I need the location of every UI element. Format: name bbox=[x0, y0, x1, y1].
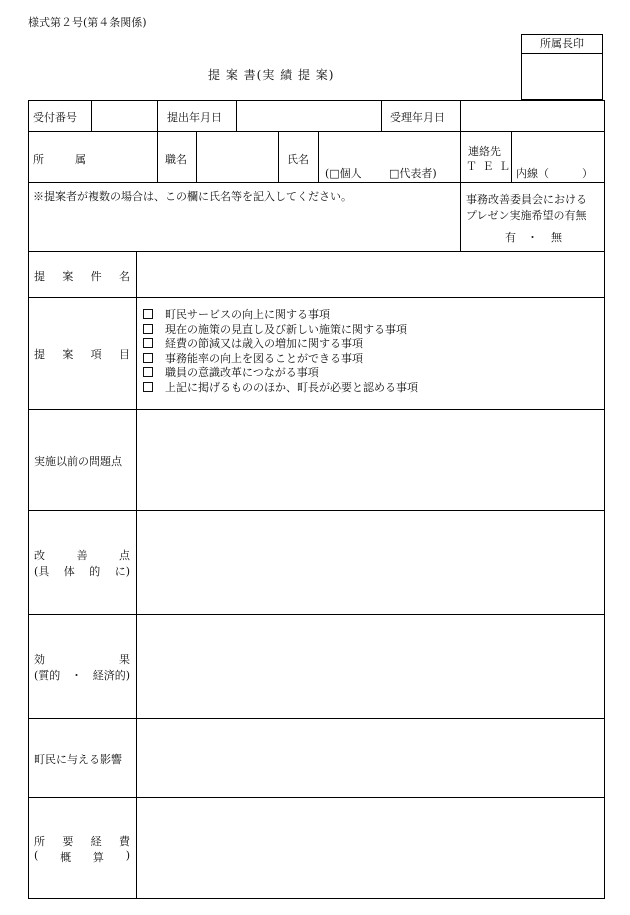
improvement-label-line2: (具 体 的 に) bbox=[34, 565, 130, 578]
presentation-yes-option[interactable]: 有 bbox=[505, 231, 516, 244]
extension-field[interactable]: 内線（ ） bbox=[516, 167, 593, 180]
proposal-name-field[interactable] bbox=[137, 252, 603, 296]
impact-field[interactable] bbox=[137, 719, 603, 796]
cost-label-line1: 所 要 経 費 bbox=[34, 835, 130, 848]
presentation-label-line2: プレゼン実施希望の有無 bbox=[466, 209, 587, 222]
proposal-items-list bbox=[143, 308, 418, 396]
individual-checkbox[interactable]: (□個人 bbox=[325, 167, 362, 180]
form-title bbox=[208, 66, 334, 83]
proposal-item[interactable]: 職員の意識改革につながる事項 bbox=[143, 366, 418, 381]
multiple-proposers-note: ※提案者が複数の場合は、この欄に氏名等を記入してください。 bbox=[33, 190, 352, 203]
title-paren: (実 績 提 案) bbox=[256, 68, 335, 82]
cost-label-line2: ( 概 算 ) bbox=[34, 849, 130, 864]
checkbox-icon[interactable] bbox=[143, 367, 153, 377]
seal-box[interactable] bbox=[521, 34, 603, 100]
proposal-items-label: 提 案 項 目 bbox=[34, 348, 130, 361]
effect-field[interactable] bbox=[137, 615, 603, 717]
representative-checkbox[interactable]: □代表者) bbox=[389, 167, 437, 180]
proposal-item[interactable]: 現在の施策の見直し及び新しい施策に関する事項 bbox=[143, 323, 418, 338]
proposal-item[interactable]: 事務能率の向上を図ることができる事項 bbox=[143, 352, 418, 367]
checkbox-icon[interactable] bbox=[143, 324, 153, 334]
proposal-item[interactable]: 町民サービスの向上に関する事項 bbox=[143, 308, 418, 323]
received-date-label: 受理年月日 bbox=[390, 111, 445, 124]
seal-label: 所属長印 bbox=[522, 35, 602, 54]
submit-date-label: 提出年月日 bbox=[167, 111, 222, 124]
cost-field[interactable] bbox=[137, 798, 603, 897]
improvement-field[interactable] bbox=[137, 511, 603, 613]
impact-label: 町民に与える影響 bbox=[34, 753, 122, 766]
job-title-label: 職名 bbox=[165, 153, 187, 166]
affiliation-label: 所 属 bbox=[33, 153, 89, 166]
effect-label-line1: 効 果 bbox=[34, 653, 130, 666]
submit-date-field[interactable] bbox=[237, 101, 380, 130]
title-main: 提 案 書 bbox=[208, 68, 257, 82]
problems-label: 実施以前の問題点 bbox=[34, 455, 122, 468]
name-label: 氏名 bbox=[287, 153, 309, 166]
name-field[interactable] bbox=[319, 132, 459, 165]
proposal-item[interactable]: 経費の節減又は歳入の増加に関する事項 bbox=[143, 337, 418, 352]
presentation-no-option[interactable]: 無 bbox=[551, 231, 562, 244]
reception-number-label: 受付番号 bbox=[33, 111, 77, 124]
checkbox-icon[interactable] bbox=[143, 382, 153, 392]
proposal-name-label: 提 案 件 名 bbox=[34, 270, 130, 283]
effect-label-line2: (質的 ・ 経済的) bbox=[34, 669, 130, 682]
checkbox-icon[interactable] bbox=[143, 338, 153, 348]
tel-label: Ｔ Ｅ Ｌ bbox=[466, 160, 511, 173]
improvement-label-line1: 改 善 点 bbox=[34, 549, 130, 562]
problems-field[interactable] bbox=[137, 410, 603, 509]
reception-number-field[interactable] bbox=[92, 101, 156, 130]
presentation-separator: ・ bbox=[527, 231, 538, 244]
proposal-item[interactable]: 上記に掲げるもののほか、町長が必要と認める事項 bbox=[143, 381, 418, 396]
presentation-label-line1: 事務改善委員会における bbox=[466, 193, 587, 206]
received-date-field[interactable] bbox=[461, 101, 603, 130]
job-title-field[interactable] bbox=[197, 132, 277, 181]
contact-label: 連絡先 bbox=[468, 145, 501, 158]
form-number-label: 様式第２号(第４条関係) bbox=[28, 16, 147, 29]
checkbox-icon[interactable] bbox=[143, 309, 153, 319]
checkbox-icon[interactable] bbox=[143, 353, 153, 363]
multiple-proposers-field[interactable] bbox=[29, 203, 459, 250]
